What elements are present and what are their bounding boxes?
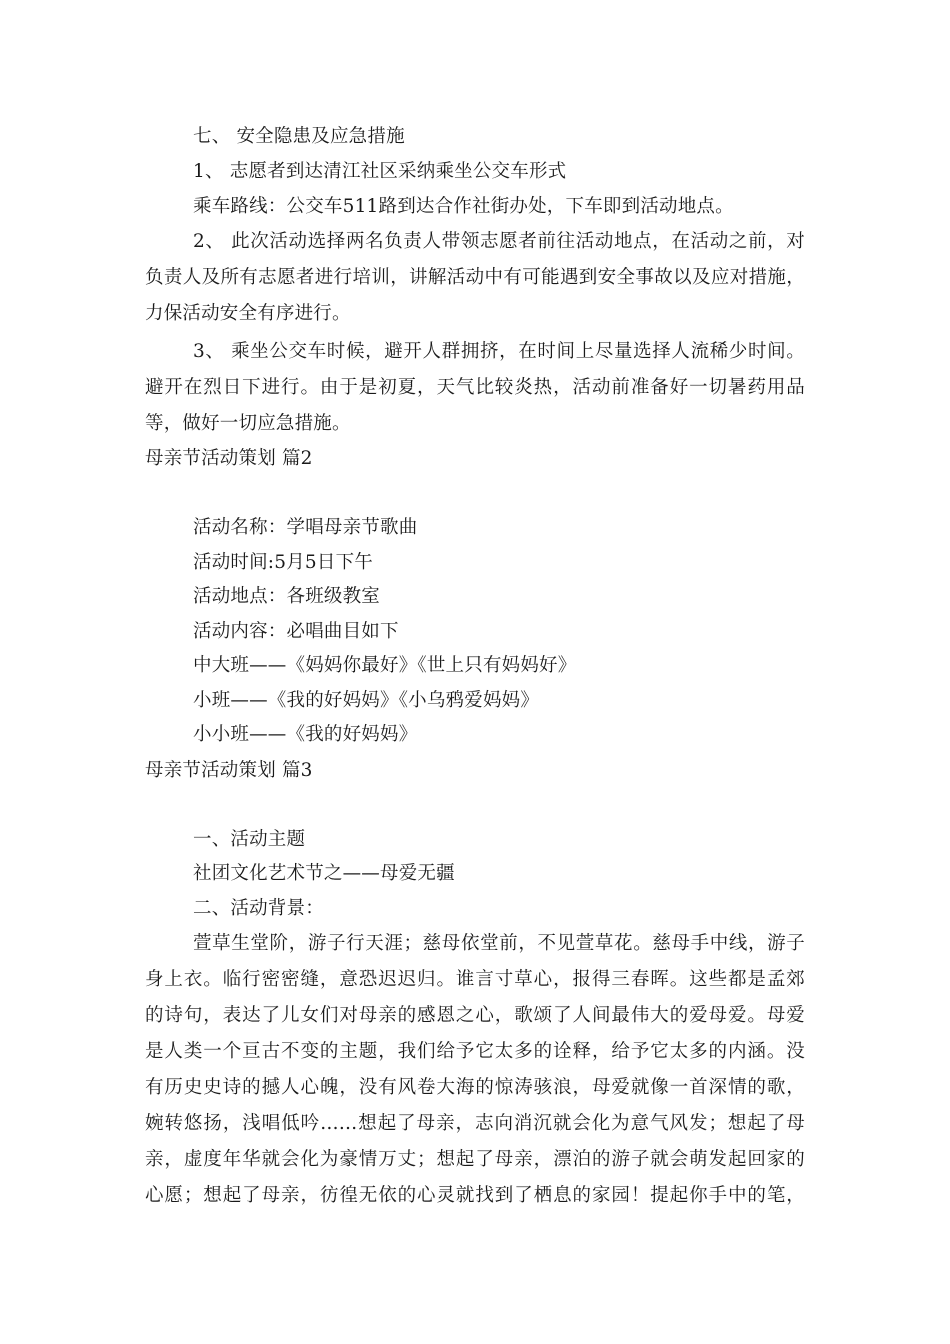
item-3-line-1: 3、 乘坐公交车时候，避开人群拥挤，在时间上尽量选择人流稀少时间。 bbox=[193, 341, 805, 362]
item-2-line-3: 力保活动安全有序进行。 bbox=[145, 303, 351, 324]
background-line-1: 萱草生堂阶，游子行天涯；慈母依堂前，不见萱草花。慈母手中线，游子 bbox=[193, 933, 805, 954]
class-small-songs: 小班——《我的好妈妈》《小乌鸦爱妈妈》 bbox=[193, 690, 540, 711]
background-line-3: 的诗句，表达了儿女们对母亲的感恩之心，歌颂了人间最伟大的爱母爱。母爱 bbox=[145, 1005, 805, 1026]
background-line-8: 心愿；想起了母亲，彷徨无依的心灵就找到了栖息的家园！提起你手中的笔， bbox=[145, 1185, 805, 1206]
background-line-2: 身上衣。临行密密缝，意恐迟迟归。谁言寸草心，报得三春晖。这些都是孟郊 bbox=[145, 969, 805, 990]
class-smallest-songs: 小小班——《我的好妈妈》 bbox=[193, 724, 418, 745]
item-1-title: 1、 志愿者到达清江社区采纳乘坐公交车形式 bbox=[193, 161, 567, 182]
item-3-line-3: 等，做好一切应急措施。 bbox=[145, 413, 351, 434]
item-2-line-1: 2、 此次活动选择两名负责人带领志愿者前往活动地点，在活动之前，对 bbox=[193, 231, 805, 252]
activity-content: 活动内容：必唱曲目如下 bbox=[193, 621, 399, 642]
section-heading: 七、 安全隐患及应急措施 bbox=[193, 126, 405, 147]
activity-time: 活动时间:5月5日下午 bbox=[193, 552, 373, 573]
background-line-5: 有历史史诗的撼人心魄，没有风卷大海的惊涛骇浪，母爱就像一首深情的歌， bbox=[145, 1077, 805, 1098]
class-mid-big-songs: 中大班——《妈妈你最好》《世上只有妈妈好》 bbox=[193, 655, 577, 676]
item-3-line-2: 避开在烈日下进行。由于是初夏，天气比较炎热，活动前准备好一切暑药用品 bbox=[145, 377, 805, 398]
background-heading: 二、活动背景： bbox=[193, 898, 324, 919]
bus-route: 乘车路线：公交车511路到达合作社街办处，下车即到活动地点。 bbox=[193, 196, 734, 217]
theme-heading: 一、活动主题 bbox=[193, 829, 306, 850]
background-line-7: 亲，虚度年华就会化为豪情万丈；想起了母亲，漂泊的游子就会萌发起回家的 bbox=[145, 1149, 805, 1170]
background-line-4: 是人类一个亘古不变的主题，我们给予它太多的诠释，给予它太多的内涵。没 bbox=[145, 1041, 805, 1062]
activity-place: 活动地点：各班级教室 bbox=[193, 586, 381, 607]
item-2-line-2: 负责人及所有志愿者进行培训，讲解活动中有可能遇到安全事故以及应对措施， bbox=[145, 267, 805, 288]
activity-name: 活动名称：学唱母亲节歌曲 bbox=[193, 517, 418, 538]
part-3-title: 母亲节活动策划 篇3 bbox=[145, 760, 313, 781]
part-2-title: 母亲节活动策划 篇2 bbox=[145, 448, 313, 469]
background-line-6: 婉转悠扬，浅唱低吟……想起了母亲，志向消沉就会化为意气风发；想起了母 bbox=[145, 1113, 805, 1134]
theme-text: 社团文化艺术节之——母爱无疆 bbox=[193, 863, 455, 884]
